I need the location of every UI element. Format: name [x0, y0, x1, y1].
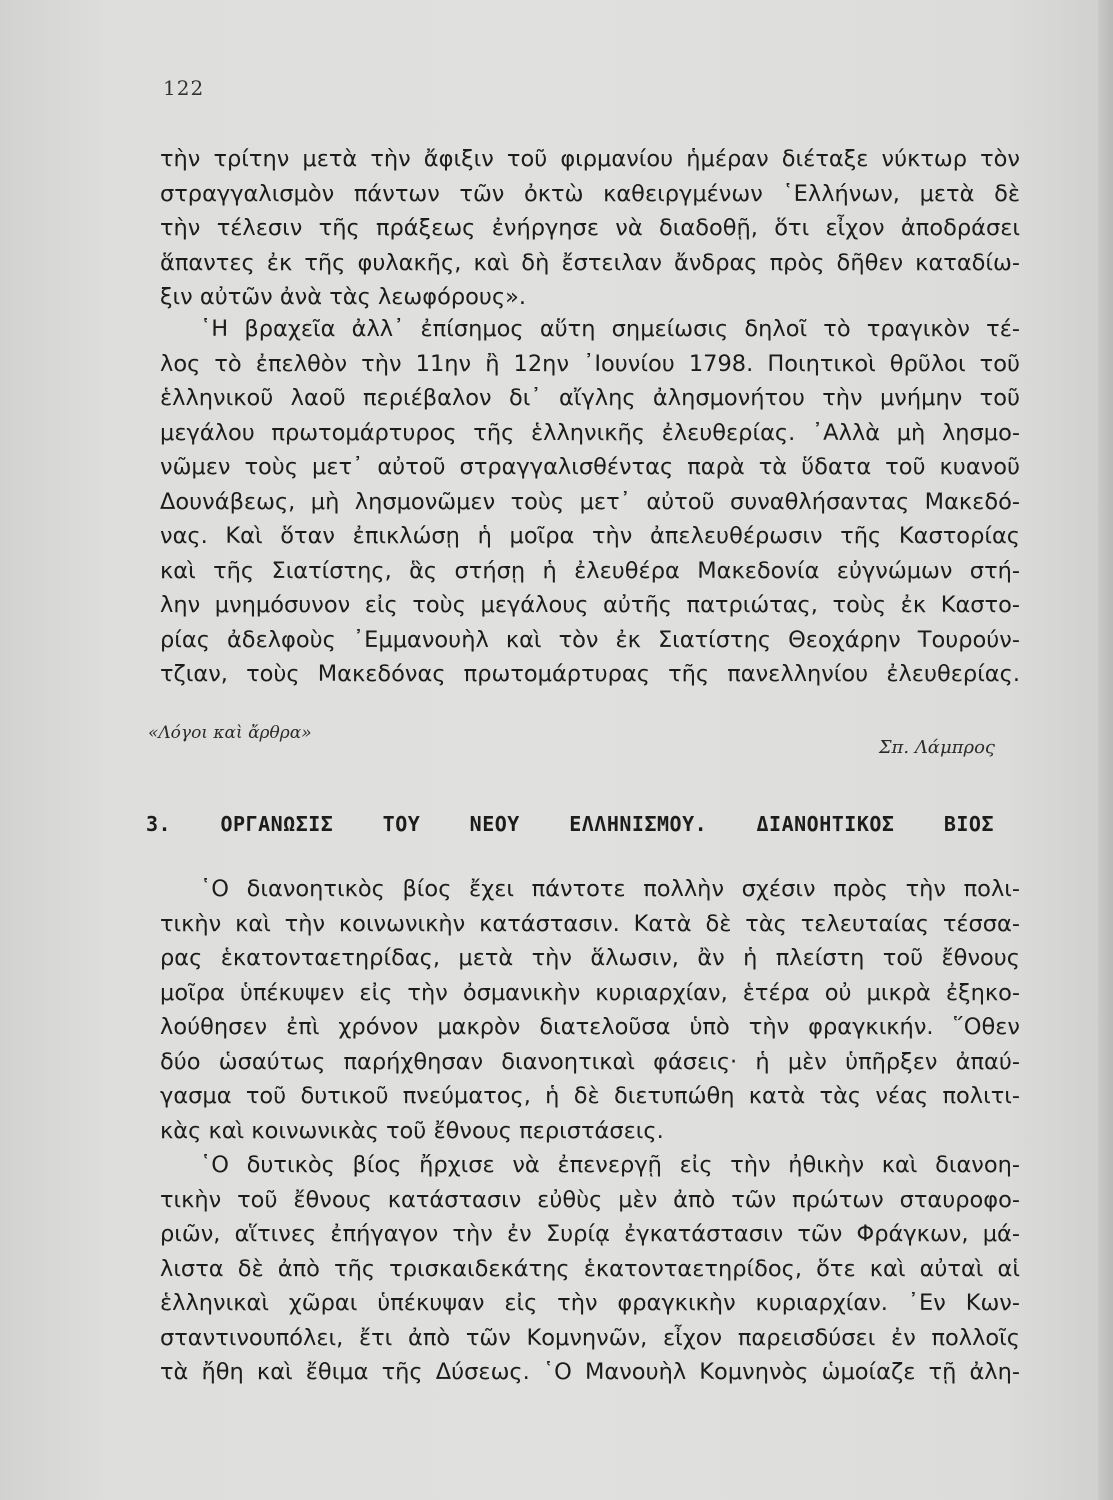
- text-line: τὴν τρίτην μετὰ τὴν ἄφιξιν τοῦ φιρμανίου ἡμέραν διέταξε νύκτωρ τὸν: [160, 146, 1020, 172]
- text-line: ῾Η βραχεῖα ἀλλ᾽ ἐπίσημος αὕτη σημείωσις δηλοῖ τὸ τραγικὸν τέ-: [200, 316, 1020, 342]
- text-line: τζιαν, τοὺς Μακεδόνας πρωτομάρτυρας τῆς πανελληνίου ἐλευθερίας.: [160, 661, 1020, 687]
- text-line: καὶ τῆς Σιατίστης, ἃς στήσῃ ἡ ἐλευθέρα Μακεδονία εὐγνώμων στή-: [160, 557, 1020, 584]
- text-line: ξιν αὐτῶν ἀνὰ τὰς λεωφόρους».: [160, 284, 527, 310]
- quoted-passage: [160, 142, 1020, 315]
- text-line: λιστα δὲ ἀπὸ τῆς τρισκαιδεκάτης ἑκατονταετηρίδος, ὅτε καὶ αὐταὶ αἱ: [160, 1255, 1020, 1282]
- text-line: ἑλληνικοῦ λαοῦ περιέβαλον δι᾽ αἴγλης ἀλησμονήτου τὴν μνήμην τοῦ: [160, 385, 1020, 411]
- text-line: μεγάλου πρωτομάρτυρος τῆς ἑλληνικῆς ἐλευθερίας. ᾽Αλλὰ μὴ λησμο-: [160, 419, 1020, 446]
- text-line: ρίας ἀδελφοὺς ᾽Εμμανουὴλ καὶ τὸν ἐκ Σιατίστης Θεοχάρην Τουρούν-: [160, 626, 1020, 653]
- text-line: δύο ὡσαύτως παρήχθησαν διανοητικαὶ φάσεις· ἡ μὲν ὑπῆρξεν ἀπαύ-: [160, 1048, 1020, 1075]
- text-line: ῾Ο διανοητικὸς βίος ἔχει πάντοτε πολλὴν σχέσιν πρὸς τὴν πολι-: [200, 876, 1020, 902]
- text-line: στραγγαλισμὸν πάντων τῶν ὀκτὼ καθειργμένων ῾Ελλήνων, μετὰ δὲ: [160, 180, 1020, 207]
- text-line: Δουνάβεως, μὴ λησμονῶμεν τοὺς μετ᾽ αὐτοῦ συναθλήσαντας Μακεδό-: [160, 488, 1020, 515]
- text-line: γασμα τοῦ δυτικοῦ πνεύματος, ἡ δὲ διετυπώθη κατὰ τὰς νέας πολιτι-: [160, 1083, 1020, 1109]
- text-line: ριῶν, αἵτινες ἐπήγαγον τὴν ἐν Συρίᾳ ἐγκατάστασιν τῶν Φράγκων, μά-: [160, 1221, 1020, 1247]
- source-citation: «Λόγοι καὶ ἄρθρα»: [148, 723, 312, 743]
- text-line: νῶμεν τοὺς μετ᾽ αὐτοῦ στραγγαλισθέντας παρὰ τὰ ὕδατα τοῦ κυανοῦ: [160, 454, 1020, 480]
- text-line: ῾Ο δυτικὸς βίος ἤρχισε νὰ ἐπενεργῇ εἰς τὴν ἠθικὴν καὶ διανοη-: [200, 1152, 1020, 1178]
- text-line: μοῖρα ὑπέκυψεν εἰς τὴν ὀσμανικὴν κυριαρχίαν, ἑτέρα οὐ μικρὰ ἐξηκο-: [160, 979, 1020, 1006]
- text-line: τικὴν τοῦ ἔθνους κατάστασιν εὐθὺς μὲν ἀπὸ τῶν πρώτων σταυροφο-: [160, 1186, 1020, 1213]
- section-heading: 3. ΟΡΓΑΝΩΣΙΣ ΤΟΥ ΝΕΟΥ ΕΛΛΗΝΙΣΜΟΥ. ΔΙΑΝΟΗΤΙΚΟΣ ΒΙΟΣ: [146, 812, 994, 836]
- page-number: 122: [163, 76, 205, 100]
- author-signature: Σπ. Λάμπρος: [878, 737, 995, 758]
- text-line: σταντινουπόλει, ἔτι ἀπὸ τῶν Κομνηνῶν, εἶχον παρεισδύσει ἐν πολλοῖς: [160, 1324, 1020, 1351]
- text-line: τὴν τέλεσιν τῆς πράξεως ἐνήργησε νὰ διαδοθῇ, ὅτι εἶχον ἀποδράσει: [160, 215, 1020, 241]
- text-line: κὰς καὶ κοινωνικὰς τοῦ ἔθνους περιστάσεις.: [160, 1117, 664, 1144]
- text-line: ἑλληνικαὶ χῶραι ὑπέκυψαν εἰς τὴν φραγκικὴν κυριαρχίαν. ᾽Εν Κων-: [160, 1290, 1020, 1316]
- text-line: νας. Καὶ ὅταν ἐπικλώσῃ ἡ μοῖρα τὴν ἀπελευθέρωσιν τῆς Καστορίας: [160, 523, 1020, 549]
- text-line: λος τὸ ἐπελθὸν τὴν 11ην ἢ 12ην ᾽Ιουνίου 1798. Ποιητικοὶ θρῦλοι τοῦ: [160, 350, 1020, 377]
- section-text: [160, 872, 1020, 1390]
- text-line: τὰ ἤθη καὶ ἔθιμα τῆς Δύσεως. ῾Ο Μανουὴλ Κομνηνὸς ὡμοίαζε τῇ ἀλη-: [160, 1359, 1020, 1385]
- text-line: ἅπαντες ἐκ τῆς φυλακῆς, καὶ δὴ ἔστειλαν ἄνδρας πρὸς δῆθεν καταδίω-: [160, 249, 1020, 276]
- text-line: λην μνημόσυνον εἰς τοὺς μεγάλους αὐτῆς πατριώτας, τοὺς ἐκ Καστο-: [160, 592, 1020, 618]
- text-line: ρας ἑκατονταετηρίδας, μετὰ τὴν ἅλωσιν, ἂν ἡ πλείστη τοῦ ἔθνους: [160, 945, 1020, 971]
- text-line: τικὴν καὶ τὴν κοινωνικὴν κατάστασιν. Κατὰ δὲ τὰς τελευταίας τέσσα-: [160, 910, 1020, 937]
- body-paragraph: [160, 312, 1020, 692]
- book-spine-shadow: [1098, 0, 1113, 1500]
- text-line: λούθησεν ἐπὶ χρόνον μακρὸν διατελοῦσα ὑπὸ τὴν φραγκικήν. ῞Οθεν: [160, 1014, 1020, 1040]
